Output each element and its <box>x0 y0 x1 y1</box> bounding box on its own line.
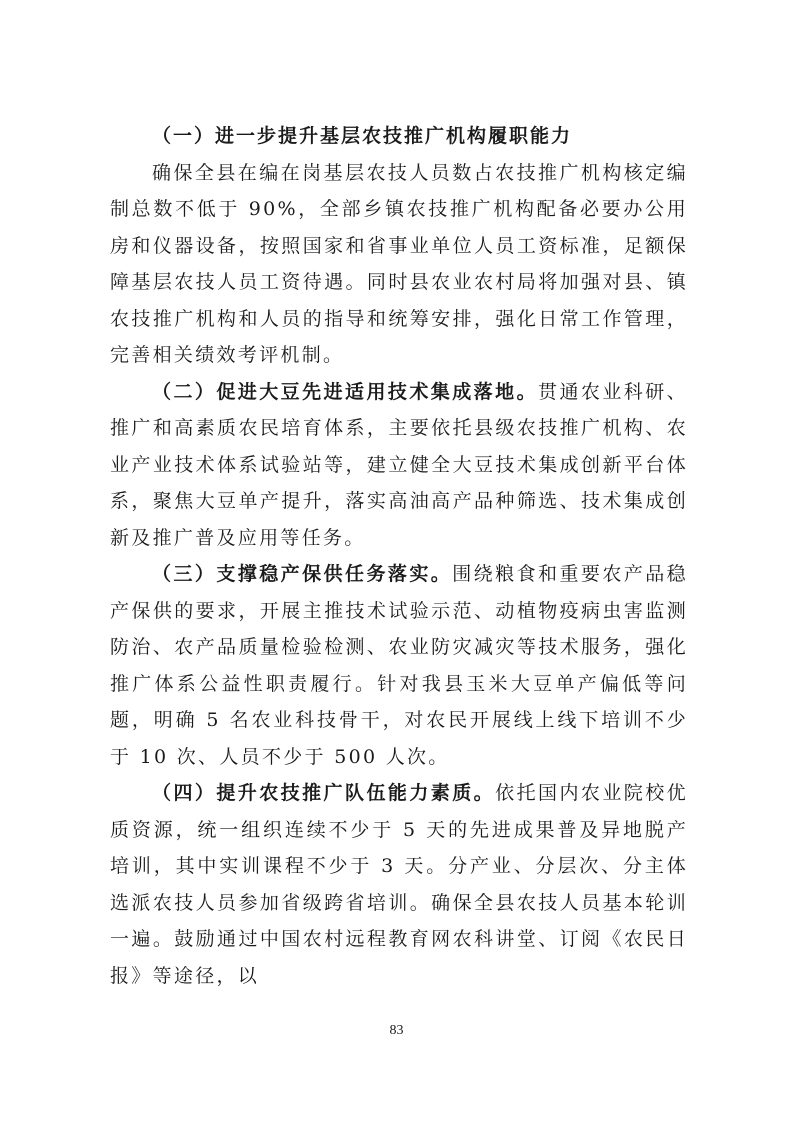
page-number: 83 <box>389 1023 404 1038</box>
section-2-body: 贯通农业科研、推广和高素质农民培育体系，主要依托县级农技推广机构、农业产业技术体系试验站等，建立健全大豆技术集成创新平台体系，聚焦大豆单产提升，落实高油高产品种筛选、技术集成创新及推广普及应用等任务。 <box>110 380 688 549</box>
section-3-paragraph <box>110 556 688 775</box>
document-body <box>110 118 688 994</box>
section-1-paragraph: 确保全县在编在岗基层农技人员数占农技推广机构核定编制总数不低于 90%，全部乡镇农技推广机构配备必要办公用房和仪器设备，按照国家和省事业单位人员工资标准，足额保障基层农技人员工资待遇。同时县农业农村局将加强对县、镇农技推广机构和人员的指导和统筹安排，强化日常工作管理，完善相关绩效考评机制。 <box>110 161 688 366</box>
section-2-lead: （二）促进大豆先进适用技术集成落地。 <box>152 380 539 403</box>
section-4-lead: （四）提升农技推广队伍能力素质。 <box>152 782 496 804</box>
section-1-heading: （一）进一步提升基层农技推广机构履职能力 <box>152 125 573 147</box>
section-4-body: 依托国内农业院校优质资源，统一组织连续不少于 5 天的先进成果普及异地脱产培训，其中实训课程不少于 3 天。分产业、分层次、分主体选派农技人员参加省级跨省培训。确保全县农技人员基本轮训一遍。鼓励通过中国农村远程教育网农科讲堂、订阅《农民日报》等途径，以 <box>110 782 688 987</box>
section-3-lead: （三）支撑稳产保供任务落实。 <box>152 563 453 585</box>
section-2-paragraph <box>110 374 688 557</box>
section-4-paragraph <box>110 775 688 994</box>
section-3-body: 围绕粮食和重要农产品稳产保供的要求，开展主推技术试验示范、动植物疫病虫害监测防治、农产品质量检验检测、农业防灾减灾等技术服务，强化推广体系公益性职责履行。针对我县玉米大豆单产偏低等问题，明确 5 名农业科技骨干，对农民开展线上线下培训不少于 10 次、人员不少于 500 人次。 <box>110 563 688 768</box>
